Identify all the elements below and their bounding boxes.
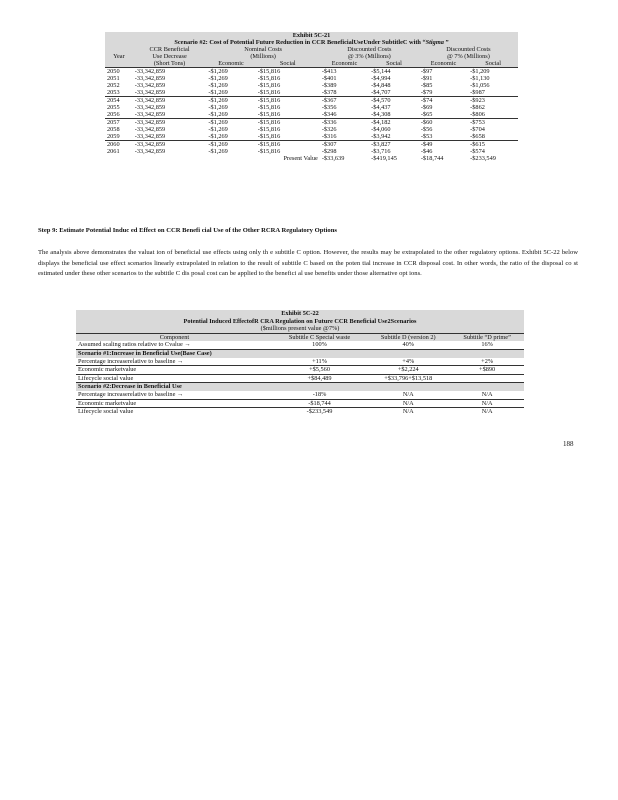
value-cell: -$15,816	[257, 111, 281, 118]
value-cell: -$658	[470, 133, 485, 140]
value-cell: N/A	[366, 408, 450, 416]
table-row	[105, 119, 518, 127]
pv-value: -$18,744	[420, 155, 444, 162]
scenario-2-heading: Scenario #2:Decrease in Beneficial Use	[76, 383, 273, 391]
table-row	[105, 141, 518, 149]
value-cell: -$46	[420, 148, 433, 155]
year-cell: 2056	[107, 111, 120, 118]
page-number: 188	[563, 440, 574, 448]
value-cell: -$233,549	[273, 408, 366, 416]
value-cell: -33,342,859	[133, 97, 207, 105]
value-cell: -$356	[321, 104, 337, 111]
year-cell: 2052	[107, 82, 120, 89]
value-cell: -$15,816	[256, 97, 320, 105]
body-paragraph: The analysis above demonstrates the valuat ion of beneficial use effects using only th e subtitle C option. However, the results may be extrapolated to the other regulatory options. Exhibit 5C-22 below displays the beneficial use effect scenarios linearly extrapolated in relation to the result of subtitle C based on the poten tial increase in CCR disposal cost. In other words, the ratio of the disposal co st estimated under these other scenarios to the subtitle C dis posal cost can be applied to the benefici al use benefits under those alternative opt ions.	[38, 249, 578, 277]
value-cell: -$862	[470, 104, 485, 111]
value-cell: -18%	[312, 390, 327, 398]
scaling-value: 40%	[402, 341, 415, 349]
value-cell: -$15,816	[257, 104, 281, 111]
value-cell: -$15,816	[256, 141, 320, 149]
table-row	[105, 104, 518, 111]
value-cell: +$33,796+$13,518	[366, 374, 450, 383]
value-cell: -$60	[419, 119, 468, 127]
value-cell: -$97	[419, 68, 468, 76]
year-cell: 2057	[105, 119, 133, 127]
pv-value: -$33,639	[321, 155, 345, 162]
value-cell: -$4,308	[371, 111, 391, 118]
table-row	[105, 75, 518, 82]
value-cell	[450, 374, 524, 383]
value-cell: -33,342,859	[133, 141, 207, 149]
value-cell: -$15,816	[257, 82, 281, 89]
table-row	[105, 111, 518, 119]
row-label: Lifecycle social value	[76, 408, 273, 416]
value-cell: -$4,994	[371, 75, 391, 82]
row-label: Economic marketvalue	[76, 399, 273, 408]
year-cell: 2059	[107, 133, 120, 140]
value-cell: +$84,489	[273, 374, 366, 383]
col-ccr-header-1: CCR Beneficial	[133, 46, 207, 53]
row-label: Lifecycle social value	[76, 374, 273, 383]
value-cell: -$1,269	[208, 89, 228, 96]
exhibit-label: Exhibit 5C-21	[105, 32, 518, 39]
col-disc3-sub: @ 3% (Millions)	[320, 53, 419, 60]
exhibit-title: Potential Induced EffectofR CRA Regulation on Future CCR Beneficial Use2Scenarios	[76, 318, 524, 326]
value-cell: -$1,269	[208, 111, 228, 118]
section-heading: Step 9: Estimate Potential Induc ed Effect on CCR Benefi cial Use of the Other RCRA Regulatory Options	[38, 227, 337, 234]
col-ccr-header-2: Use Decrease	[133, 53, 207, 60]
value-cell: +$2,224	[366, 366, 450, 375]
value-cell: -33,342,859	[134, 75, 166, 82]
header-subtitle-d-prime: Subtitle “D prime”	[450, 333, 524, 341]
value-cell: -$3,942	[371, 133, 391, 140]
table-row	[105, 68, 518, 76]
value-cell: -33,342,859	[134, 111, 166, 118]
table-row	[76, 374, 524, 383]
value-cell: -$1,269	[208, 126, 228, 133]
year-cell: 2053	[107, 89, 120, 96]
value-cell: -$298	[321, 148, 337, 155]
row-label: Economic marketvalue	[76, 366, 273, 375]
col-disc7-header: Discounted Costs	[419, 46, 518, 53]
value-cell: -$69	[420, 104, 433, 111]
value-cell: -$346	[321, 111, 337, 118]
pv-value: -$419,145	[371, 155, 397, 162]
value-cell: -$1,269	[208, 104, 228, 111]
value-cell: -$15,816	[256, 119, 320, 127]
year-cell: 2058	[107, 126, 120, 133]
value-cell: N/A	[366, 399, 450, 408]
value-cell: -$1,269	[208, 148, 228, 155]
sub-economic: Economic	[419, 60, 468, 68]
col-ccr-header-3: (Short Tons)	[133, 60, 207, 68]
value-cell: -$1,130	[470, 75, 490, 82]
value-cell: N/A	[450, 408, 524, 416]
value-cell: -$1,269	[208, 133, 228, 140]
value-cell: -$1,209	[468, 68, 518, 76]
value-cell: -$56	[420, 126, 433, 133]
table-row	[76, 408, 524, 416]
value-cell: -$79	[420, 89, 433, 96]
table-row	[76, 391, 524, 399]
value-cell: -$753	[468, 119, 518, 127]
value-cell: -$53	[420, 133, 433, 140]
value-cell: -$389	[321, 82, 337, 89]
table-row	[76, 399, 524, 408]
header-component: Component	[76, 333, 273, 341]
scaling-value: 100%	[312, 341, 327, 349]
value-cell: +11%	[312, 357, 327, 365]
pv-label: Present Value	[283, 155, 318, 162]
value-cell: -$4,060	[371, 126, 391, 133]
table-row	[105, 97, 518, 105]
sub-economic: Economic	[320, 60, 369, 68]
pv-value: -$233,549	[470, 155, 496, 162]
exhibit-subtitle: ($millions present value @7%)	[76, 325, 524, 333]
value-cell: -33,342,859	[134, 104, 166, 111]
value-cell: -$3,827	[369, 141, 419, 149]
table-row	[76, 366, 524, 375]
value-cell: -$4,707	[371, 89, 391, 96]
header-subtitle-d: Subtitle D (version 2)	[366, 333, 450, 341]
year-cell: 2050	[105, 68, 133, 76]
scenario-1-heading: Scenario #1:Increase in Beneficial Use(Base Case)	[76, 349, 273, 357]
value-cell: +$5,560	[273, 366, 366, 375]
value-cell: +2%	[481, 357, 494, 365]
sub-social: Social	[468, 60, 518, 68]
value-cell: -33,342,859	[134, 133, 166, 140]
value-cell: N/A	[481, 390, 493, 398]
sub-economic: Economic	[206, 60, 255, 68]
value-cell: -$378	[321, 89, 337, 96]
value-cell: -$987	[470, 89, 485, 96]
year-cell: 2055	[107, 104, 120, 111]
value-cell: -$91	[420, 75, 433, 82]
value-cell: -$1,269	[208, 75, 228, 82]
year-cell: 2054	[105, 97, 133, 105]
value-cell: +$890	[450, 366, 524, 375]
table-row	[105, 89, 518, 97]
value-cell: -$1,269	[206, 97, 255, 105]
exhibit-label: Exhibit 5C-22	[76, 310, 524, 318]
value-cell: -$326	[321, 126, 337, 133]
value-cell: -33,342,859	[134, 126, 166, 133]
value-cell: +4%	[402, 357, 415, 365]
sub-social: Social	[256, 60, 320, 68]
value-cell: -$336	[320, 119, 369, 127]
value-cell: -$4,570	[369, 97, 419, 105]
table-row	[76, 358, 524, 366]
value-cell: -$1,056	[470, 82, 490, 89]
value-cell: -$307	[320, 141, 369, 149]
value-cell: -$15,816	[257, 133, 281, 140]
header-subtitle-c: Subtitle C Special waste	[273, 333, 366, 341]
value-cell: -$316	[321, 133, 337, 140]
value-cell: -$74	[419, 97, 468, 105]
col-disc3-header: Discounted Costs	[320, 46, 419, 53]
year-cell: 2061	[107, 148, 120, 155]
exhibit-5c-22-table	[76, 310, 524, 416]
value-cell: -$367	[320, 97, 369, 105]
value-cell: -$4,437	[371, 104, 391, 111]
value-cell: -$5,144	[369, 68, 419, 76]
col-year-header: Year	[105, 46, 133, 68]
table-row	[105, 82, 518, 89]
value-cell: N/A	[402, 390, 414, 398]
row-label: Percentage increaserelative to baseline →	[78, 357, 184, 365]
value-cell: -$923	[468, 97, 518, 105]
value-cell: -$1,269	[206, 68, 255, 76]
table-row	[105, 148, 518, 155]
value-cell: -$4,848	[371, 82, 391, 89]
value-cell: -$15,816	[257, 126, 281, 133]
col-disc7-sub: @ 7% (Millions)	[419, 53, 518, 60]
value-cell: -$65	[420, 111, 433, 118]
value-cell: -$1,269	[206, 141, 255, 149]
value-cell: -$15,816	[257, 148, 281, 155]
table-row	[105, 126, 518, 133]
value-cell: -$401	[321, 75, 337, 82]
value-cell: -$806	[470, 111, 485, 118]
col-nominal-header: Nominal Costs	[206, 46, 319, 53]
scaling-value: 16%	[481, 341, 493, 349]
row-label: Percentage increaserelative to baseline →	[78, 390, 184, 398]
value-cell: -$18,744	[273, 399, 366, 408]
value-cell: -$615	[468, 141, 518, 149]
value-cell: -$15,816	[256, 68, 320, 76]
value-cell: -33,342,859	[133, 68, 207, 76]
value-cell: -$574	[470, 148, 485, 155]
value-cell: -$15,816	[257, 89, 281, 96]
value-cell: -$49	[419, 141, 468, 149]
value-cell: -$4,182	[369, 119, 419, 127]
col-nominal-sub: (Millions)	[206, 53, 319, 60]
table-row	[105, 133, 518, 141]
value-cell: N/A	[450, 399, 524, 408]
year-cell: 2060	[105, 141, 133, 149]
value-cell: -33,342,859	[134, 82, 166, 89]
exhibit-5c-21-table	[105, 32, 518, 162]
value-cell: -$413	[320, 68, 369, 76]
year-cell: 2051	[107, 75, 120, 82]
exhibit-title: Scenario #2: Cost of Potential Future Reduction in CCR BeneficialUseUnder SubtitleC with “Stigma ”	[105, 39, 518, 46]
sub-social: Social	[369, 60, 419, 68]
value-cell: -$15,816	[257, 75, 281, 82]
value-cell: -33,342,859	[134, 89, 166, 96]
value-cell: -$1,269	[206, 119, 255, 127]
value-cell: -$85	[420, 82, 433, 89]
value-cell: -$704	[470, 126, 485, 133]
value-cell: -$3,716	[371, 148, 391, 155]
value-cell: -33,342,859	[134, 148, 166, 155]
value-cell: -$1,269	[208, 82, 228, 89]
value-cell: -33,342,859	[133, 119, 207, 127]
scaling-label: Assumed scaling ratios relative to Cvalue →	[78, 341, 191, 349]
